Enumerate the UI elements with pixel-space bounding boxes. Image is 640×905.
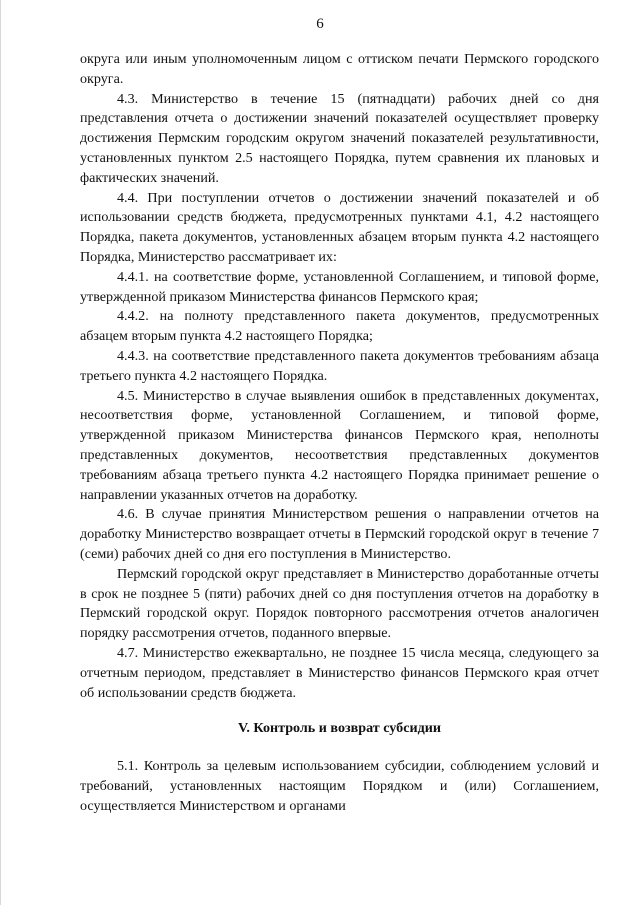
document-body [80, 50, 599, 816]
paragraph-4-6-continued: Пермский городской округ представляет в Министерство доработанные отчеты в срок не позднее 5 (пяти) рабочих дней со дня поступления отчетов на доработку в Пермский городской округ. Порядок повторного рассмотрения отчетов аналогичен порядку рассмотрения отчетов, поданного впервые. [80, 565, 599, 642]
paragraph-4-4-3: 4.4.3. на соответствие представленного пакета документов требованиям абзаца третьего пункта 4.2 настоящего Порядка. [80, 347, 599, 384]
paragraph-4-7: 4.7. Министерство ежеквартально, не позднее 15 числа месяца, следующего за отчетным периодом, представляет в Министерство финансов Пермского края отчет об использовании средств бюджета. [80, 644, 599, 701]
paragraph-4-5: 4.5. Министерство в случае выявления ошибок в представленных документах, несоответствия форме, установленной Соглашением, и типовой форме, утвержденной приказом Министерства финансов Пермского края, неполноты представленных документов, несоответствия представленных документов требованиям абзаца третьего пункта 4.2 настоящего Порядка принимает решение о направлении указанных отчетов на доработку. [80, 387, 599, 503]
paragraph-4-6: 4.6. В случае принятия Министерством решения о направлении отчетов на доработку Министерство возвращает отчеты в Пермский городской округ в течение 7 (семи) рабочих дней со дня его поступления в Министерство. [80, 506, 599, 562]
paragraph-5-1: 5.1. Контроль за целевым использованием субсидии, соблюдением условий и требований, установленных настоящим Порядком и (или) Соглашением, осуществляется Министерством и органами [80, 758, 599, 814]
paragraph-continuation: округа или иным уполномоченным лицом с оттиском печати Пермского городского округа. [80, 51, 599, 87]
paragraph-4-4-2: 4.4.2. на полноту представленного пакета документов, предусмотренных абзацем вторым пункта 4.2 настоящего Порядка; [80, 308, 599, 345]
paragraph-4-4-1: 4.4.1. на соответствие форме, установленной Соглашением, и типовой форме, утвержденной приказом Министерства финансов Пермского края; [80, 268, 599, 305]
paragraph-4-3: 4.3. Министерство в течение 15 (пятнадцати) рабочих дней со дня представления отчета о достижении значений показателей осуществляет проверку достижения Пермским городским округом значений показателей результативности, установленных пунктом 2.5 настоящего Порядка, путем сравнения их плановых и фактических значений. [80, 90, 599, 186]
section-heading: V. Контроль и возврат субсидии [238, 720, 441, 737]
paragraph-4-4: 4.4. При поступлении отчетов о достижении значений показателей и об использовании средств бюджета, предусмотренных пунктами 4.1, 4.2 настоящего Порядка, пакета документов, установленных абзацем вторым пункта 4.2 настоящего Порядка, Министерство рассматривает их: [80, 189, 599, 265]
page-number: 6 [316, 16, 324, 32]
page-edge [0, 0, 1, 905]
